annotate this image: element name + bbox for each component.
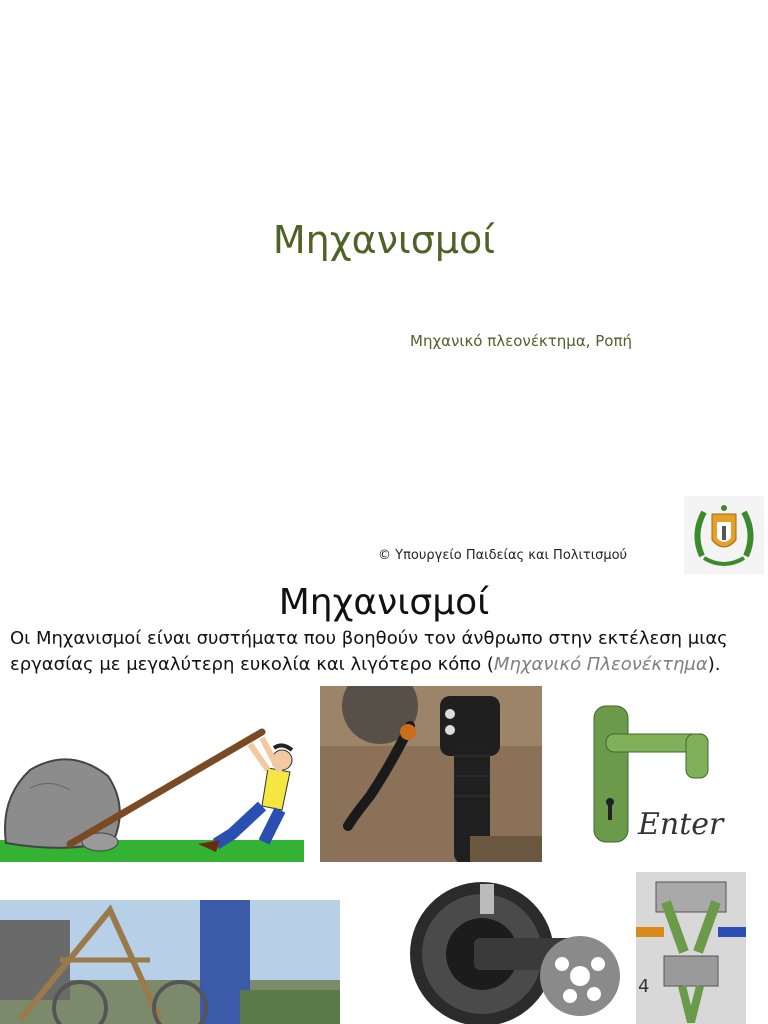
content-slide <box>0 576 768 1024</box>
lever-rock-illustration <box>0 718 304 864</box>
body-text: Οι Μηχανισμοί είναι συστήματα που βοηθούν τον άνθρωπο στην εκτέλεση μιας εργασίας με μεγαλύτερη ευκολία και λιγότερο κόπο ( <box>10 628 728 675</box>
brake-lever-photo <box>320 686 542 862</box>
slide-body <box>10 626 750 678</box>
slide-subtitle: Μηχανικό πλεονέκτημα, Ροπή <box>410 332 633 350</box>
copyright-notice: © Υπουργείο Παιδείας και Πολιτισμού <box>378 548 628 563</box>
slide-title: Μηχανισμοί <box>278 582 490 623</box>
body-emphasis: Μηχανικό Πλεονέκτημα <box>493 654 708 675</box>
ministry-seal-icon <box>684 496 764 574</box>
engine-illustration <box>636 872 746 1024</box>
slide-title: Μηχανισμοί <box>272 218 496 262</box>
page-number: 4 <box>638 976 650 997</box>
gear-illustration <box>394 864 622 1024</box>
door-label: Enter <box>638 807 724 842</box>
door-handle-illustration <box>588 704 742 846</box>
body-end: ). <box>707 654 721 675</box>
bicycle-photo <box>0 900 340 1024</box>
